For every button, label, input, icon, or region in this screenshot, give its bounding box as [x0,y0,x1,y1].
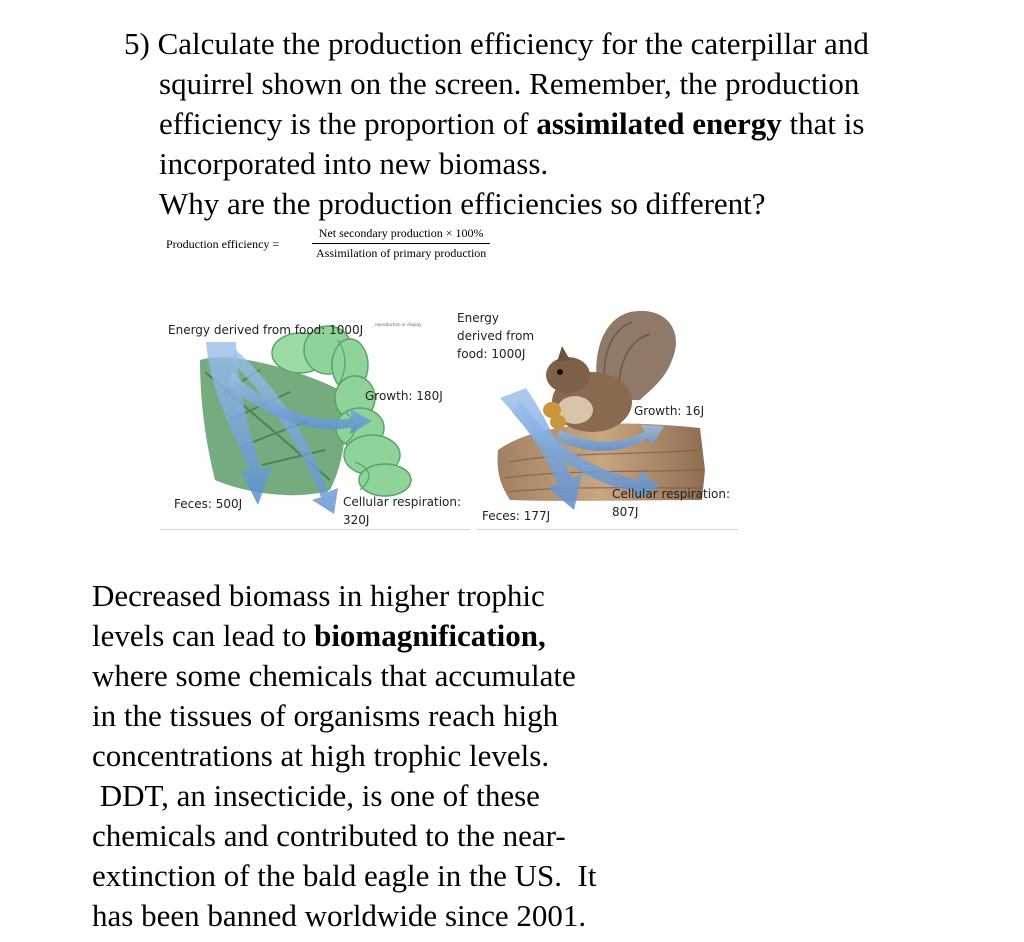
question-line-3-end: that is [781,106,865,141]
biomagnification-term: biomagnification, [314,618,546,653]
squirrel-respiration-value: 807J [612,505,639,519]
question-line-5: Why are the production efficiencies so different? [159,186,766,221]
biomagnification-paragraph [92,576,712,936]
caterpillar-feces-label: Feces: 500J [174,497,243,511]
caterpillar-respiration-value: 320J [343,513,370,527]
caterpillar-tiny-note: reproduction or display [375,322,422,327]
caterpillar-divider [160,529,470,530]
formula-numerator: Net secondary production × 100% [312,226,490,244]
squirrel-energy-label-2: derived from [457,329,535,343]
squirrel-respiration-label: Cellular respiration: [612,487,731,501]
body-line-3: where some chemicals that accumulate [92,658,576,693]
assimilated-energy-term: assimilated energy [536,106,782,141]
formula-denominator: Assimilation of primary production [316,246,487,260]
question-line-2: squirrel shown on the screen. Remember, the production [159,66,860,101]
question-line-1: 5) Calculate the production efficiency for the caterpillar and [124,26,869,61]
squirrel-feces-label: Feces: 177J [482,509,551,523]
body-line-8: extinction of the bald eagle in the US. It [92,858,597,893]
caterpillar-growth-label: Growth: 180J [365,389,443,403]
body-line-4: in the tissues of organisms reach high [92,698,559,733]
body-line-2 [92,616,712,656]
formula-lhs: Production efficiency = [166,237,280,251]
caterpillar-energy-label: Energy derived from food: 1000J [168,323,364,337]
squirrel-energy-label-3: food: 1000J [457,347,526,361]
body-line-7: chemicals and contributed to the near- [92,818,566,853]
squirrel-energy-label-1: Energy [457,311,500,325]
question-line-3-start: efficiency is the proportion of [159,106,537,141]
squirrel-growth-label: Growth: 16J [634,404,705,418]
body-line-6: DDT, an insecticide, is one of these [92,778,540,813]
caterpillar-respiration-label: Cellular respiration: [343,495,462,509]
body-line-9: has been banned worldwide since 2001. [92,898,587,933]
body-line-2-start: levels can lead to [92,618,315,653]
body-line-1: Decreased biomass in higher trophic [92,578,545,613]
body-line-5: concentrations at high trophic levels. [92,738,550,773]
question-line-4: incorporated into new biomass. [159,146,549,181]
squirrel-divider [476,529,738,530]
